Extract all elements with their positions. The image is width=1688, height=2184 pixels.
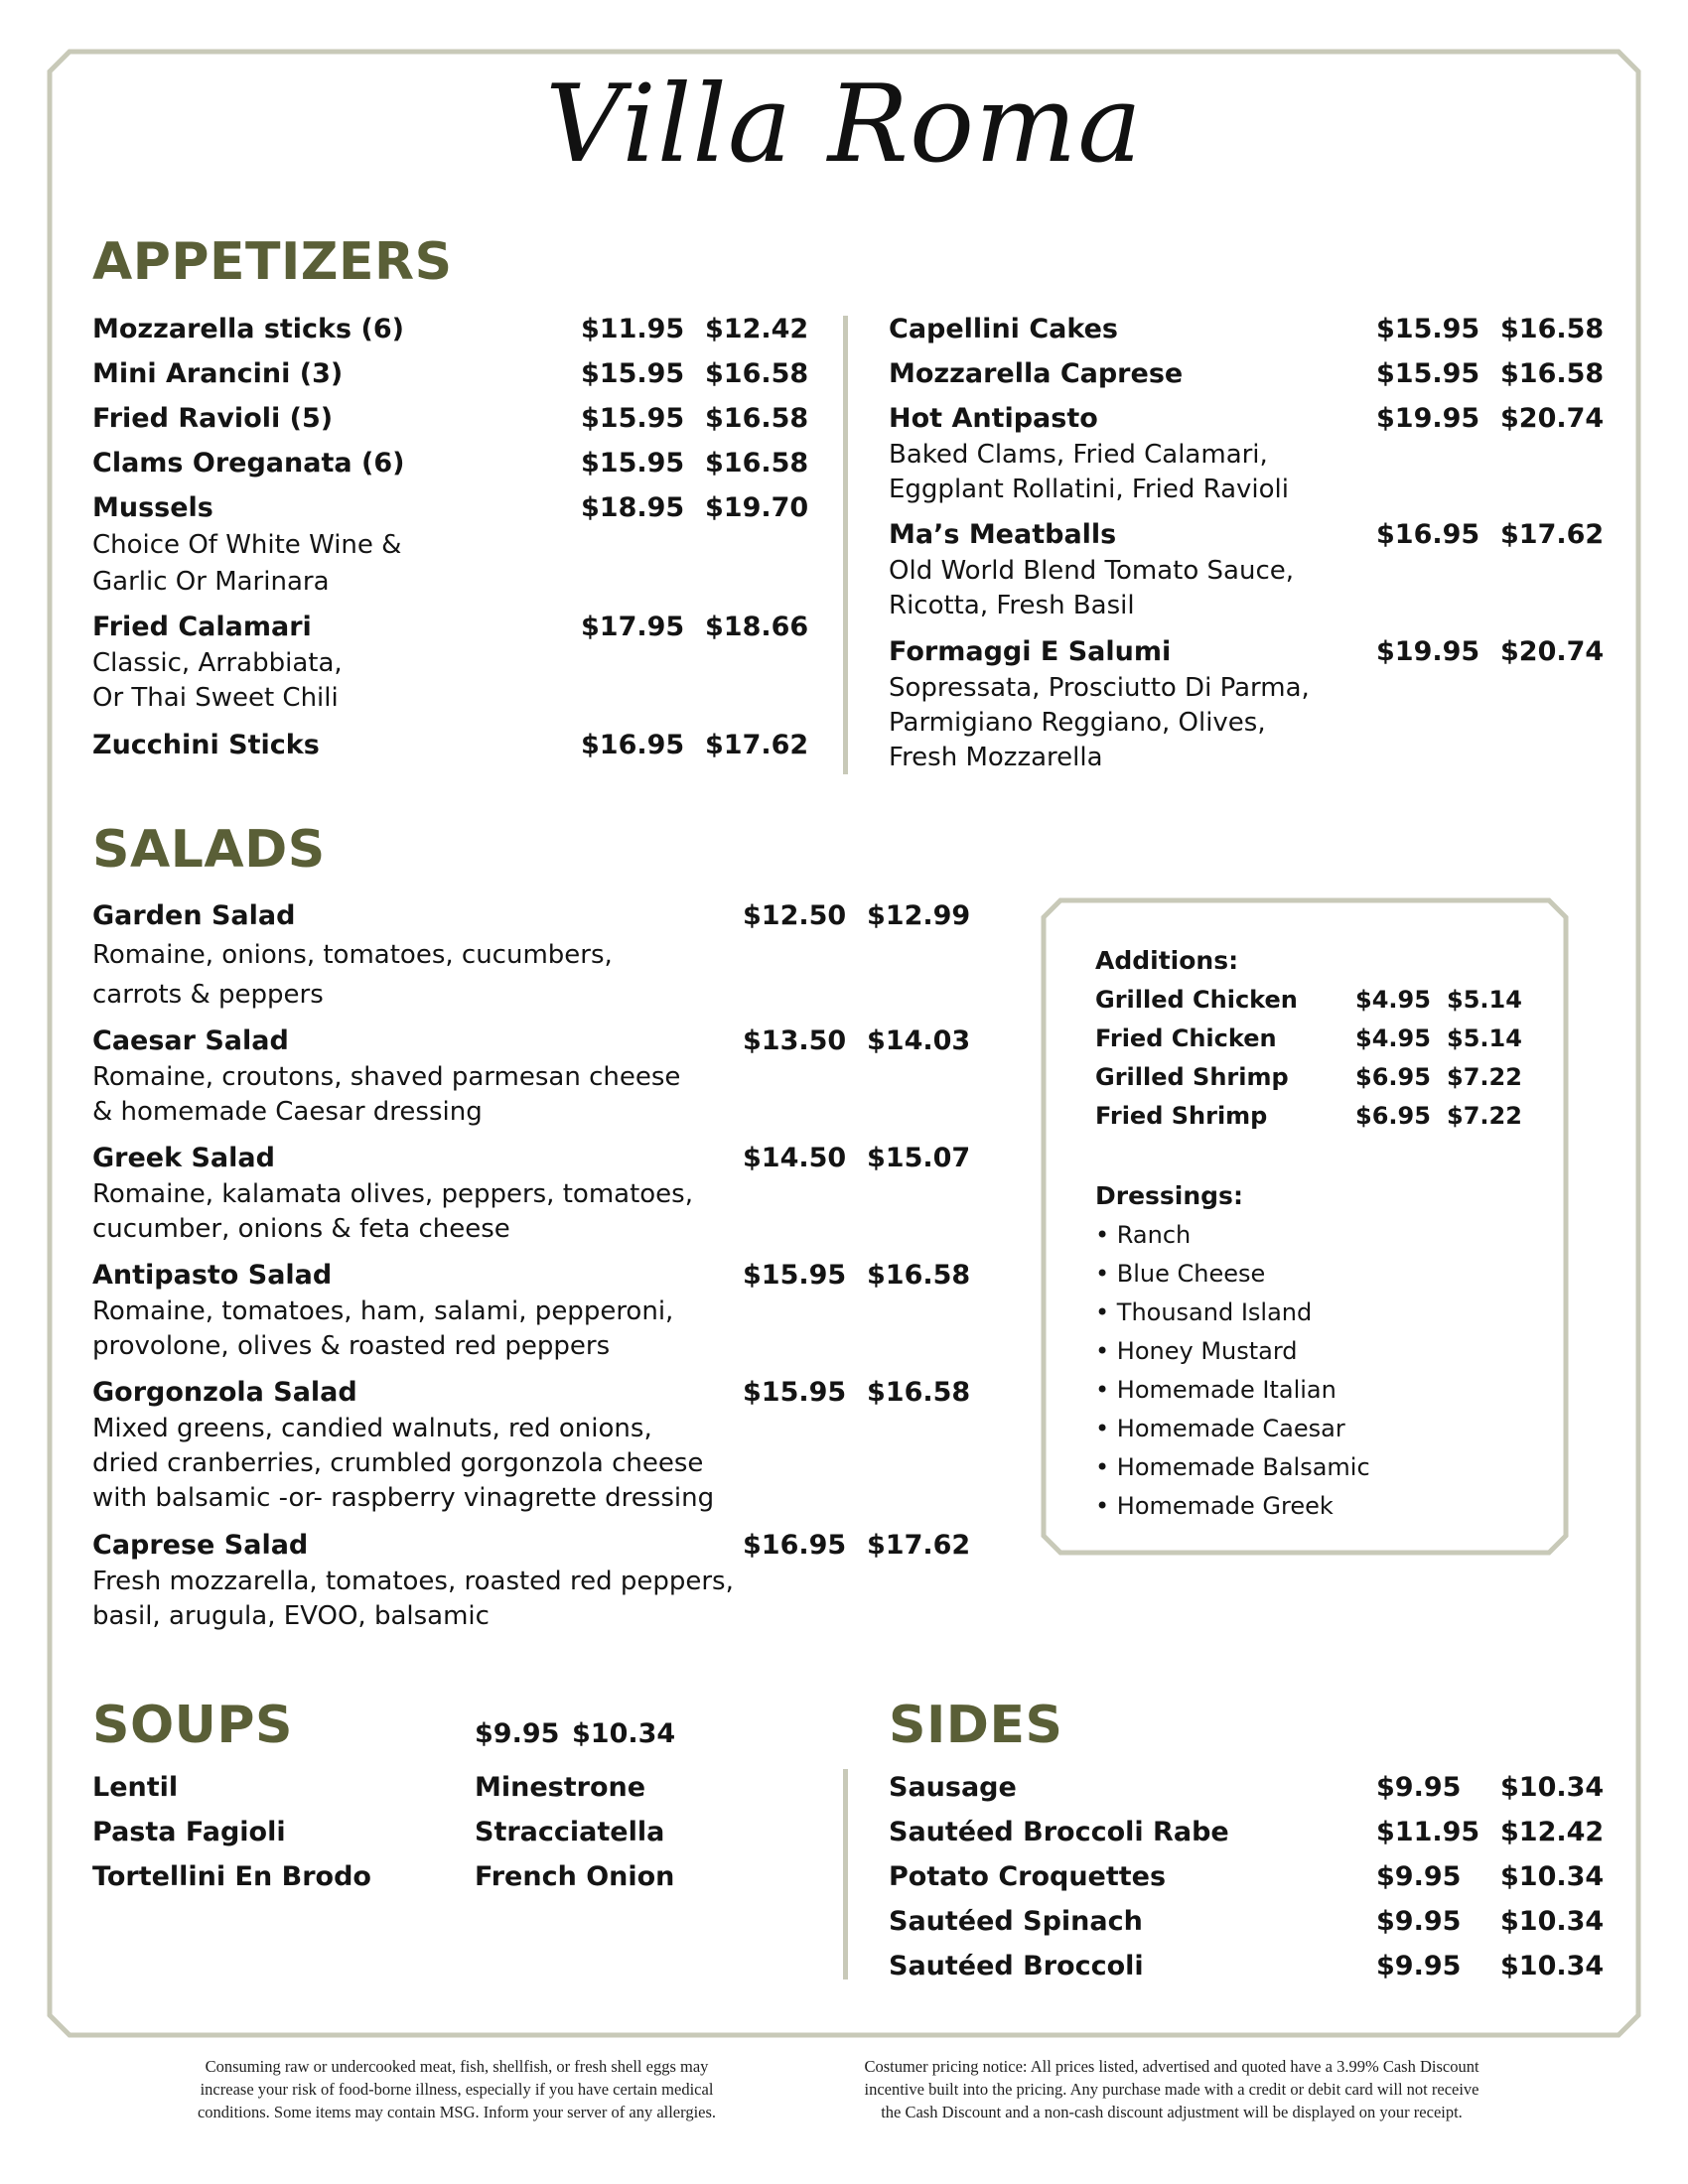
item-description: Garlic Or Marinara <box>92 567 330 597</box>
addition-price: $4.95 <box>1355 986 1431 1014</box>
item-card-price: $20.74 <box>1500 403 1605 434</box>
item-price: $13.50 <box>743 1025 847 1056</box>
allergy-notice-line: conditions. Some items may contain MSG. Inform your server of any allergies. <box>197 2103 717 2121</box>
item-price: $16.95 <box>743 1530 847 1561</box>
item-price: $12.50 <box>743 900 847 931</box>
item-name: Caprese Salad <box>92 1530 309 1561</box>
item-card-price: $17.62 <box>705 730 809 760</box>
menu-item <box>92 1257 673 1364</box>
item-card-price: $16.58 <box>705 448 809 478</box>
salads-heading: SALADS <box>92 820 326 880</box>
dressing-item: • Blue Cheese <box>1095 1260 1266 1288</box>
addition-card-price: $5.14 <box>1447 1024 1522 1052</box>
item-description: Romaine, croutons, shaved parmesan cheese <box>92 1062 681 1092</box>
item-description: Ricotta, Fresh Basil <box>889 591 1135 620</box>
item-name: Hot Antipasto <box>889 403 1098 434</box>
addition-card-price: $7.22 <box>1447 1102 1522 1130</box>
addition-price: $6.95 <box>1355 1102 1431 1130</box>
dressing-item: • Homemade Balsamic <box>1095 1453 1370 1481</box>
item-price: $15.95 <box>581 403 685 434</box>
item-name: Mozzarella sticks (6) <box>92 314 404 344</box>
additions-heading: Additions: <box>1095 946 1239 975</box>
menu-item <box>92 355 343 393</box>
item-description: Romaine, kalamata olives, peppers, tomatoes, <box>92 1179 693 1209</box>
item-description: with balsamic -or- raspberry vinagrette dressing <box>92 1483 715 1513</box>
item-price: $15.95 <box>581 358 685 389</box>
item-price: $15.95 <box>743 1260 847 1291</box>
soup-name: Lentil <box>92 1772 179 1803</box>
dressing-item: • Homemade Greek <box>1095 1492 1334 1520</box>
item-price: $15.95 <box>743 1377 847 1408</box>
item-name: Greek Salad <box>92 1143 275 1173</box>
item-price: $19.95 <box>1376 636 1480 667</box>
side-card-price: $10.34 <box>1500 1772 1605 1803</box>
item-card-price: $16.58 <box>705 403 809 434</box>
item-price: $16.95 <box>581 730 685 760</box>
side-price: $9.95 <box>1376 1906 1462 1937</box>
item-name: Gorgonzola Salad <box>92 1377 357 1408</box>
pricing-notice-line: incentive built into the pricing. Any purchase made with a credit or debit card will not receive <box>864 2080 1479 2099</box>
pricing-notice <box>794 2055 1549 2123</box>
addition-name: Fried Chicken <box>1095 1024 1277 1052</box>
addition-name: Grilled Chicken <box>1095 986 1298 1014</box>
soup-name: Stracciatella <box>475 1817 665 1847</box>
menu-item <box>92 489 401 601</box>
soups-heading: SOUPS <box>92 1696 293 1755</box>
item-description: Fresh mozzarella, tomatoes, roasted red peppers, <box>92 1567 734 1596</box>
item-name: Zucchini Sticks <box>92 730 320 760</box>
menu-item <box>92 400 333 438</box>
menu-item <box>92 1374 714 1516</box>
side-name: Sautéed Spinach <box>889 1906 1143 1937</box>
item-name: Antipasto Salad <box>92 1260 333 1291</box>
appetizers-divider <box>843 316 848 774</box>
side-card-price: $10.34 <box>1500 1906 1605 1937</box>
menu-item <box>92 1527 734 1634</box>
soup-name: French Onion <box>475 1861 675 1892</box>
item-card-price: $16.58 <box>1500 314 1605 344</box>
side-name: Sausage <box>889 1772 1017 1803</box>
item-card-price: $16.58 <box>1500 358 1605 389</box>
item-card-price: $16.58 <box>867 1377 971 1408</box>
menu-item <box>889 516 1294 623</box>
menu-item <box>889 400 1289 507</box>
item-card-price: $15.07 <box>867 1143 971 1173</box>
side-name: Potato Croquettes <box>889 1861 1167 1892</box>
item-name: Clams Oreganata (6) <box>92 448 405 478</box>
dressing-item: • Ranch <box>1095 1221 1192 1249</box>
appetizers-heading: APPETIZERS <box>92 232 453 292</box>
side-price: $11.95 <box>1376 1817 1480 1847</box>
item-name: Fried Calamari <box>92 612 312 642</box>
dressing-item: • Homemade Caesar <box>1095 1415 1345 1442</box>
pricing-notice-line: Costumer pricing notice: All prices listed, advertised and quoted have a 3.99% Cash Discount <box>864 2057 1479 2076</box>
item-card-price: $17.62 <box>867 1530 971 1561</box>
restaurant-logo-title: Villa Roma <box>545 63 1143 187</box>
item-description: Old World Blend Tomato Sauce, <box>889 556 1295 586</box>
item-card-price: $17.62 <box>1500 519 1605 550</box>
item-description: & homemade Caesar dressing <box>92 1097 483 1127</box>
menu-item <box>92 445 404 482</box>
item-name: Mini Arancini (3) <box>92 358 344 389</box>
item-price: $17.95 <box>581 612 685 642</box>
addition-card-price: $7.22 <box>1447 1063 1522 1091</box>
menu-item <box>92 311 404 348</box>
menu-item <box>889 311 1118 348</box>
item-description: Or Thai Sweet Chili <box>92 683 339 713</box>
item-name: Ma’s Meatballs <box>889 519 1117 550</box>
item-price: $14.50 <box>743 1143 847 1173</box>
item-description: Eggplant Rollatini, Fried Ravioli <box>889 475 1289 504</box>
addition-card-price: $5.14 <box>1447 986 1522 1014</box>
addition-name: Fried Shrimp <box>1095 1102 1268 1130</box>
soup-name: Tortellini En Brodo <box>92 1861 371 1892</box>
item-description: Romaine, tomatoes, ham, salami, pepperoni, <box>92 1297 674 1326</box>
side-price: $9.95 <box>1376 1951 1462 1981</box>
item-price: $15.95 <box>1376 314 1480 344</box>
side-price: $9.95 <box>1376 1772 1462 1803</box>
side-name: Sautéed Broccoli Rabe <box>889 1817 1229 1847</box>
item-name: Mussels <box>92 492 213 523</box>
item-description: carrots & peppers <box>92 980 324 1010</box>
item-description: Choice Of White Wine & <box>92 530 402 560</box>
menu-item <box>889 355 1183 393</box>
item-description: cucumber, onions & feta cheese <box>92 1214 510 1244</box>
menu-item <box>92 897 613 1015</box>
item-name: Garden Salad <box>92 900 296 931</box>
item-description: Baked Clams, Fried Calamari, <box>889 440 1268 470</box>
pricing-notice-line: the Cash Discount and a non-cash discount adjustment will be displayed on your receipt. <box>881 2103 1463 2121</box>
menu-item <box>92 1140 693 1247</box>
addition-price: $4.95 <box>1355 1024 1431 1052</box>
item-card-price: $20.74 <box>1500 636 1605 667</box>
item-price: $18.95 <box>581 492 685 523</box>
dressing-item: • Thousand Island <box>1095 1298 1313 1326</box>
item-name: Capellini Cakes <box>889 314 1118 344</box>
item-card-price: $19.70 <box>705 492 809 523</box>
allergy-notice-line: Consuming raw or undercooked meat, fish, shellfish, or fresh shell eggs may <box>205 2057 709 2076</box>
addition-name: Grilled Shrimp <box>1095 1063 1289 1091</box>
item-card-price: $16.58 <box>705 358 809 389</box>
item-price: $16.95 <box>1376 519 1480 550</box>
item-card-price: $14.03 <box>867 1025 971 1056</box>
item-name: Mozzarella Caprese <box>889 358 1184 389</box>
soup-name: Pasta Fagioli <box>92 1817 286 1847</box>
side-name: Sautéed Broccoli <box>889 1951 1144 1981</box>
item-description: Romaine, onions, tomatoes, cucumbers, <box>92 940 613 970</box>
menu-item <box>92 727 320 764</box>
item-price: $11.95 <box>581 314 685 344</box>
item-description: Sopressata, Prosciutto Di Parma, <box>889 673 1310 703</box>
side-card-price: $12.42 <box>1500 1817 1605 1847</box>
addition-price: $6.95 <box>1355 1063 1431 1091</box>
menu-item <box>889 633 1310 775</box>
side-card-price: $10.34 <box>1500 1861 1605 1892</box>
sides-divider <box>843 1769 848 1979</box>
side-card-price: $10.34 <box>1500 1951 1605 1981</box>
soups-price: $9.95 <box>475 1718 560 1749</box>
sides-heading: SIDES <box>889 1696 1063 1755</box>
allergy-notice-line: increase your risk of food-borne illness, especially if you have certain medical <box>200 2080 714 2099</box>
item-description: Fresh Mozzarella <box>889 743 1103 772</box>
item-card-price: $12.99 <box>867 900 971 931</box>
item-description: Parmigiano Reggiano, Olives, <box>889 708 1266 738</box>
item-card-price: $18.66 <box>705 612 809 642</box>
item-name: Formaggi E Salumi <box>889 636 1172 667</box>
item-description: Mixed greens, candied walnuts, red onions, <box>92 1414 652 1443</box>
item-card-price: $12.42 <box>705 314 809 344</box>
menu-item <box>92 1023 680 1130</box>
item-description: provolone, olives & roasted red peppers <box>92 1331 611 1361</box>
dressing-item: • Honey Mustard <box>1095 1337 1298 1365</box>
item-description: Classic, Arrabbiata, <box>92 648 343 678</box>
item-card-price: $16.58 <box>867 1260 971 1291</box>
item-price: $15.95 <box>1376 358 1480 389</box>
allergy-notice <box>129 2055 784 2123</box>
item-name: Fried Ravioli (5) <box>92 403 334 434</box>
item-price: $15.95 <box>581 448 685 478</box>
soup-name: Minestrone <box>475 1772 646 1803</box>
item-description: dried cranberries, crumbled gorgonzola cheese <box>92 1448 704 1478</box>
menu-item <box>92 609 343 716</box>
dressing-item: • Homemade Italian <box>1095 1376 1336 1404</box>
dressings-heading: Dressings: <box>1095 1181 1243 1210</box>
item-name: Caesar Salad <box>92 1025 289 1056</box>
soups-card-price: $10.34 <box>572 1718 676 1749</box>
item-price: $19.95 <box>1376 403 1480 434</box>
item-description: basil, arugula, EVOO, balsamic <box>92 1601 490 1631</box>
side-price: $9.95 <box>1376 1861 1462 1892</box>
